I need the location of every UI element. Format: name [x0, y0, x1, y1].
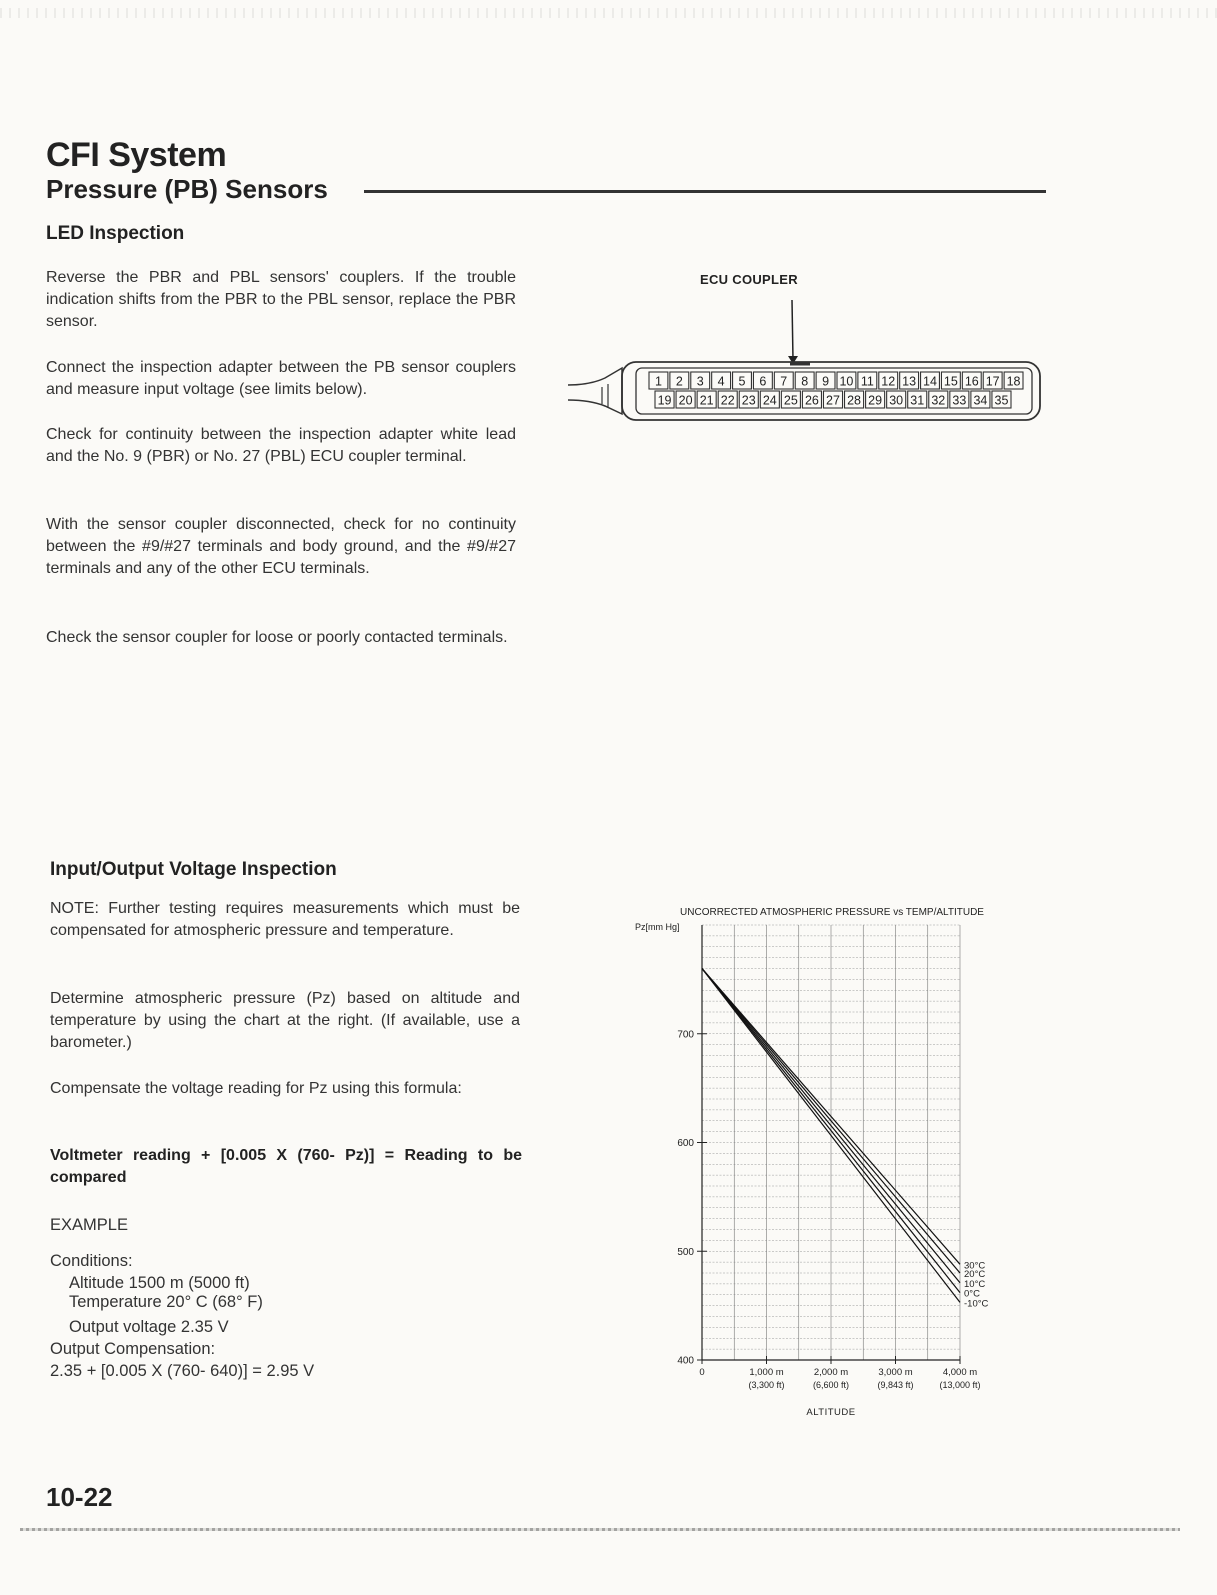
coupler-pin-number: 2 — [675, 374, 683, 389]
series-label: 30°C — [964, 1260, 986, 1272]
coupler-pin-number: 23 — [741, 393, 756, 408]
chart-ylabel: Pz[mm Hg] — [635, 922, 680, 932]
conditions-label: Conditions: — [50, 1252, 133, 1270]
coupler-pin-number: 9 — [822, 374, 830, 389]
coupler-pin-number: 21 — [699, 393, 714, 408]
page-number: 10-22 — [46, 1482, 113, 1512]
coupler-pin-number: 29 — [868, 393, 883, 408]
x-tick-label: 2,000 m — [813, 1367, 849, 1378]
coupler-pin-number: 8 — [801, 374, 809, 389]
coupler-pin-number: 27 — [826, 393, 840, 408]
coupler-pin-number: 16 — [964, 374, 979, 389]
led-paragraph: Reverse the PBR and PBL sensors' couplers. If the trouble indication shifts from the PBR to the PBL sensor, replace the PBR sensor. — [46, 269, 516, 330]
title-rule — [364, 190, 1046, 193]
page-title: CFI System — [46, 136, 227, 174]
coupler-pin-number: 24 — [762, 393, 777, 408]
scan-noise-top — [0, 8, 1217, 18]
y-tick-label: 400 — [677, 1355, 694, 1367]
x-tick-sublabel: (6,600 ft) — [812, 1380, 850, 1390]
led-paragraph: Connect the inspection adapter between the PB sensor couplers and measure input voltage (see limits below). — [46, 359, 516, 398]
determine-paragraph: Determine atmospheric pressure (Pz) based on altitude and temperature by using the chart at the right. (If available, use a barometer.) — [50, 990, 520, 1051]
ecu-coupler-label: ECU COUPLER — [700, 272, 798, 287]
condition-temperature: Temperature 20° C (68° F) — [69, 1293, 263, 1311]
condition-output-voltage: Output voltage 2.35 V — [69, 1318, 229, 1336]
coupler-pin-number: 17 — [985, 374, 1000, 389]
coupler-pin-number: 30 — [889, 393, 904, 408]
coupler-pin-number: 33 — [952, 393, 967, 408]
coupler-pointer-line — [792, 300, 793, 360]
coupler-pin-number: 34 — [973, 393, 988, 408]
led-paragraph: Check for continuity between the inspection adapter white lead and the No. 9 (PBR) or No. 27 (PBL) ECU coupler terminal. — [46, 426, 516, 465]
series-label: -10°C — [964, 1298, 989, 1310]
coupler-pin-number: 25 — [783, 393, 798, 408]
y-tick-label: 600 — [677, 1138, 694, 1149]
compensate-paragraph: Compensate the voltage reading for Pz using this formula: — [50, 1080, 462, 1097]
coupler-pin-number: 28 — [847, 393, 862, 408]
led-paragraph: Check the sensor coupler for loose or poorly contacted terminals. — [46, 629, 508, 646]
note-paragraph: NOTE: Further testing requires measurements which must be compensated for atmospheric pressure and temperature. — [50, 900, 520, 939]
coupler-pin-number: 20 — [678, 393, 693, 408]
chart-xlabel: ALTITUDE — [806, 1407, 856, 1418]
coupler-wire-boot — [568, 368, 622, 414]
x-tick-sublabel: (13,000 ft) — [939, 1380, 981, 1390]
formula: Voltmeter reading + [0.005 X (760- Pz)] = Reading to be compared — [50, 1147, 522, 1186]
coupler-pin-number: 11 — [860, 374, 874, 389]
y-tick-label: 500 — [677, 1246, 694, 1258]
x-tick-label: 1,000 m — [749, 1367, 784, 1378]
coupler-pin-number: 13 — [902, 374, 917, 389]
coupler-pin-number: 6 — [759, 374, 767, 389]
coupler-pin-number: 22 — [720, 393, 735, 408]
coupler-pin-number: 35 — [994, 393, 1009, 408]
series-label: 20°C — [964, 1269, 986, 1280]
pressure-altitude-chart — [620, 895, 1040, 1435]
example-block — [50, 1214, 314, 1382]
coupler-pin-number: 5 — [738, 374, 746, 389]
coupler-pin-number: 18 — [1006, 374, 1021, 389]
ecu-coupler-diagram — [560, 290, 1050, 430]
led-inspection-heading: LED Inspection — [46, 223, 185, 244]
section-title: Pressure (PB) Sensors — [46, 174, 328, 204]
coupler-pin-number: 12 — [881, 374, 896, 389]
coupler-pin-number: 26 — [804, 393, 819, 408]
series-label: 0°C — [964, 1288, 980, 1300]
led-paragraph: With the sensor coupler disconnected, check for no continuity between the #9/#27 terminals and body ground, and the #9/#27 terminals and any of the other ECU terminals. — [46, 516, 516, 577]
coupler-pin-number: 14 — [923, 374, 937, 389]
series-label: 10°C — [964, 1278, 986, 1290]
example-label: EXAMPLE — [50, 1216, 128, 1234]
y-tick-label: 700 — [677, 1029, 694, 1041]
coupler-pin-number: 32 — [931, 393, 946, 408]
scan-noise-bottom — [20, 1528, 1180, 1531]
io-voltage-heading: Input/Output Voltage Inspection — [50, 859, 337, 880]
coupler-bottom-row — [655, 391, 1011, 408]
x-tick-sublabel: (9,843 ft) — [877, 1380, 914, 1390]
output-compensation-label: Output Compensation: — [50, 1340, 216, 1358]
x-tick-label: 0 — [699, 1367, 705, 1378]
compensation-calculation: 2.35 + [0.005 X (760- 640)] = 2.95 V — [50, 1362, 315, 1380]
coupler-pin-number: 10 — [839, 374, 854, 389]
x-tick-sublabel: (3,300 ft) — [748, 1380, 785, 1390]
coupler-pin-number: 19 — [657, 393, 672, 408]
coupler-pin-number: 4 — [717, 374, 725, 389]
coupler-pin-number: 3 — [696, 374, 704, 389]
condition-altitude: Altitude 1500 m (5000 ft) — [69, 1274, 250, 1292]
x-tick-label: 4,000 m — [942, 1367, 978, 1378]
coupler-pin-number: 1 — [654, 374, 662, 389]
coupler-pin-number: 31 — [910, 393, 925, 408]
x-tick-label: 3,000 m — [878, 1367, 913, 1378]
coupler-top-row — [649, 372, 1023, 389]
coupler-pin-number: 7 — [780, 374, 788, 389]
chart-title: UNCORRECTED ATMOSPHERIC PRESSURE vs TEMP/ALTITUDE — [680, 907, 984, 918]
coupler-pin-number: 15 — [943, 374, 958, 389]
